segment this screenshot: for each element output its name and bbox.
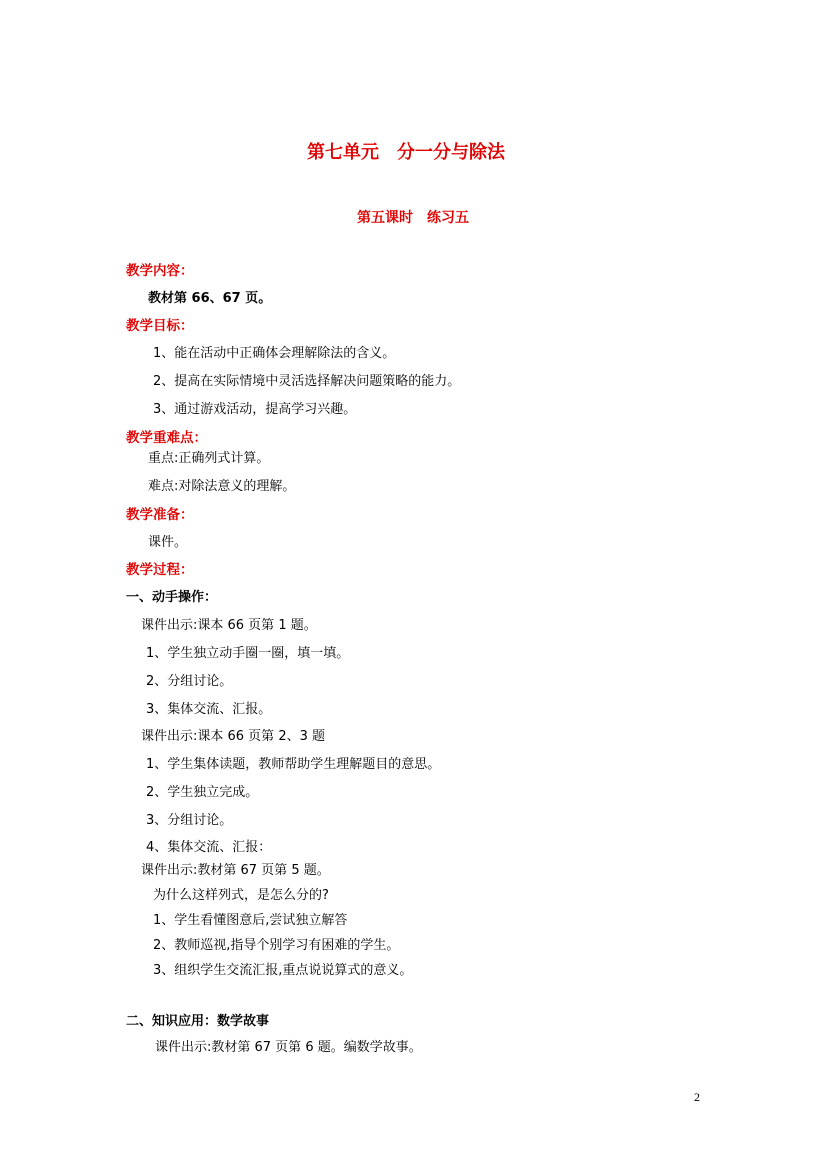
step-item: 2、教师巡视,指导个别学习有困难的学生。 xyxy=(153,938,400,953)
part2-heading: 二、知识应用：数学故事 xyxy=(126,1014,270,1029)
difficult-point: 难点:对除法意义的理解。 xyxy=(148,479,296,494)
goal-item: 1、能在活动中正确体会理解除法的含义。 xyxy=(153,346,396,361)
prep-text: 课件。 xyxy=(148,535,188,550)
unit-title: 第七单元 分一分与除法 xyxy=(307,142,505,163)
content-heading: 教学内容： xyxy=(126,263,194,279)
courseware-show: 课件出示:教材第 67 页第 6 题。编数学故事。 xyxy=(155,1040,422,1055)
page-number: 2 xyxy=(694,1090,700,1104)
step-item: 4、集体交流、汇报： xyxy=(146,840,272,855)
step-item: 1、学生集体读题，教师帮助学生理解题目的意思。 xyxy=(146,757,441,772)
question-text: 为什么这样列式，是怎么分的? xyxy=(153,888,329,903)
content-text: 教材第 66、67 页。 xyxy=(148,291,272,306)
process-heading: 教学过程： xyxy=(126,562,194,578)
key-point: 重点:正确列式计算。 xyxy=(148,451,270,466)
goal-item: 3、通过游戏活动，提高学习兴趣。 xyxy=(153,402,357,417)
step-item: 3、分组讨论。 xyxy=(146,813,233,828)
prep-heading: 教学准备： xyxy=(126,507,194,523)
goal-item: 2、提高在实际情境中灵活选择解决问题策略的能力。 xyxy=(153,374,461,389)
lesson-subtitle: 第五课时 练习五 xyxy=(357,210,469,226)
step-item: 1、学生独立动手圈一圈，填一填。 xyxy=(146,646,350,661)
step-item: 2、学生独立完成。 xyxy=(146,785,259,800)
courseware-show: 课件出示:教材第 67 页第 5 题。 xyxy=(141,863,330,878)
courseware-show: 课件出示:课本 66 页第 2、3 题 xyxy=(141,729,325,744)
part1-heading: 一、动手操作： xyxy=(126,590,218,605)
step-item: 3、集体交流、汇报。 xyxy=(146,702,272,717)
step-item: 2、分组讨论。 xyxy=(146,674,233,689)
step-item: 3、组织学生交流汇报,重点说说算式的意义。 xyxy=(153,963,413,978)
goals-heading: 教学目标： xyxy=(126,318,194,334)
courseware-show: 课件出示:课本 66 页第 1 题。 xyxy=(141,618,317,633)
key-heading: 教学重难点： xyxy=(126,430,207,446)
step-item: 1、学生看懂图意后,尝试独立解答 xyxy=(153,913,348,928)
